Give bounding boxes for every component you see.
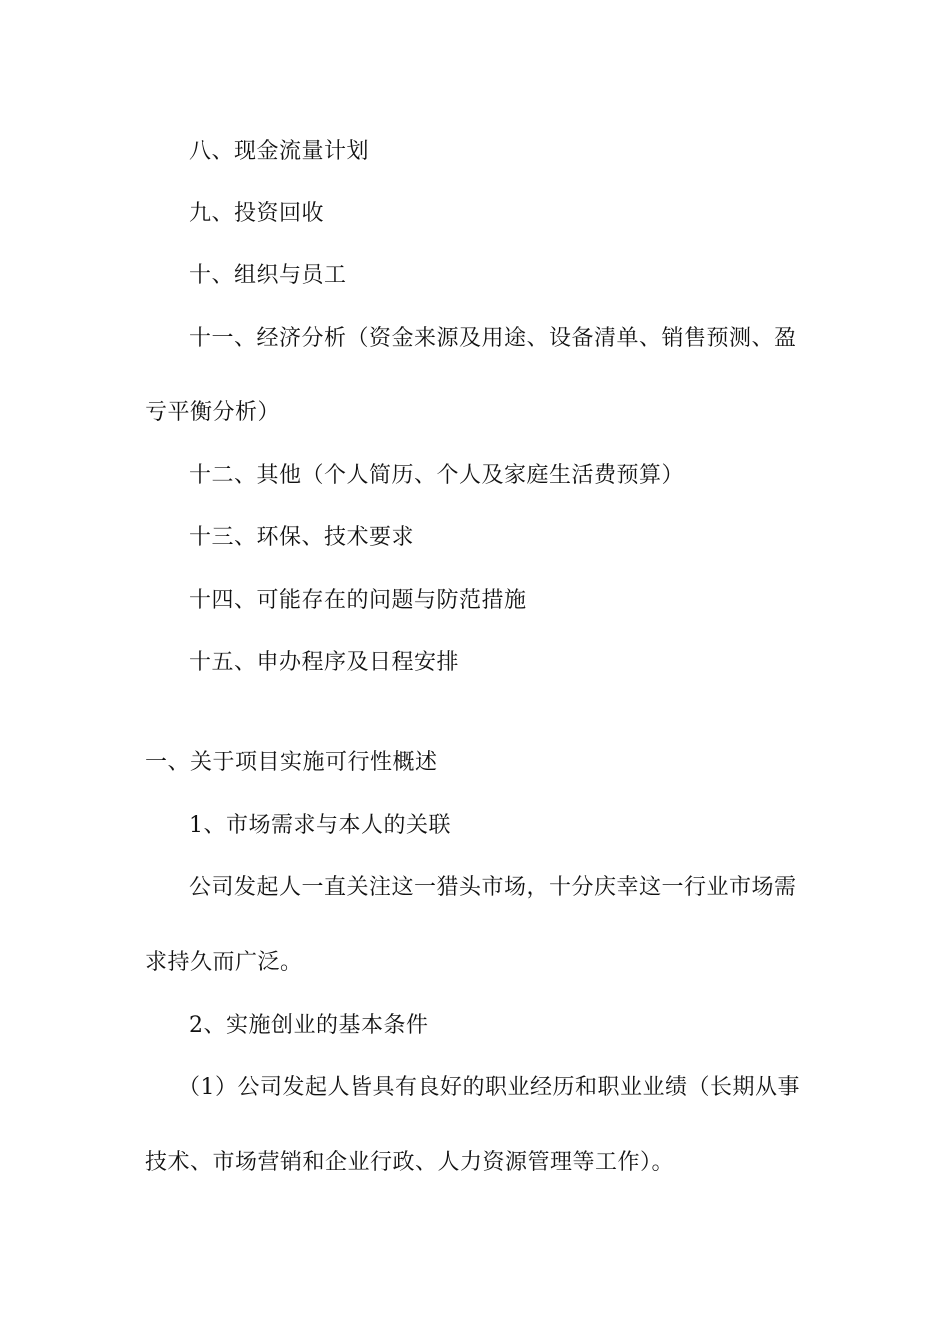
toc-item-10: 十、组织与员工 bbox=[189, 263, 347, 288]
toc-item-11-continued: 亏平衡分析） bbox=[145, 400, 281, 425]
subsection-heading-1: 1、市场需求与本人的关联 bbox=[189, 813, 451, 838]
toc-item-13: 十三、环保、技术要求 bbox=[189, 525, 415, 550]
paragraph-1-line-1: 公司发起人一直关注这一猎头市场，十分庆幸这一行业市场需 bbox=[189, 875, 797, 900]
subsection-heading-2: 2、实施创业的基本条件 bbox=[189, 1013, 429, 1038]
paragraph-2-line-1: （1）公司发起人皆具有良好的职业经历和职业业绩（长期从事 bbox=[178, 1075, 800, 1100]
paragraph-2-line-2: 技术、市场营销和企业行政、人力资源管理等工作）。 bbox=[145, 1150, 675, 1175]
paragraph-1-line-2: 求持久而广泛。 bbox=[145, 950, 303, 975]
toc-item-11: 十一、经济分析（资金来源及用途、设备清单、销售预测、盈 bbox=[189, 326, 797, 351]
toc-item-14: 十四、可能存在的问题与防范措施 bbox=[189, 588, 527, 613]
toc-item-9: 九、投资回收 bbox=[189, 201, 325, 226]
section-heading: 一、关于项目实施可行性概述 bbox=[145, 750, 438, 775]
toc-item-12: 十二、其他（个人简历、个人及家庭生活费预算） bbox=[189, 463, 685, 488]
toc-item-15: 十五、申办程序及日程安排 bbox=[189, 650, 460, 675]
toc-item-8: 八、现金流量计划 bbox=[189, 139, 370, 164]
